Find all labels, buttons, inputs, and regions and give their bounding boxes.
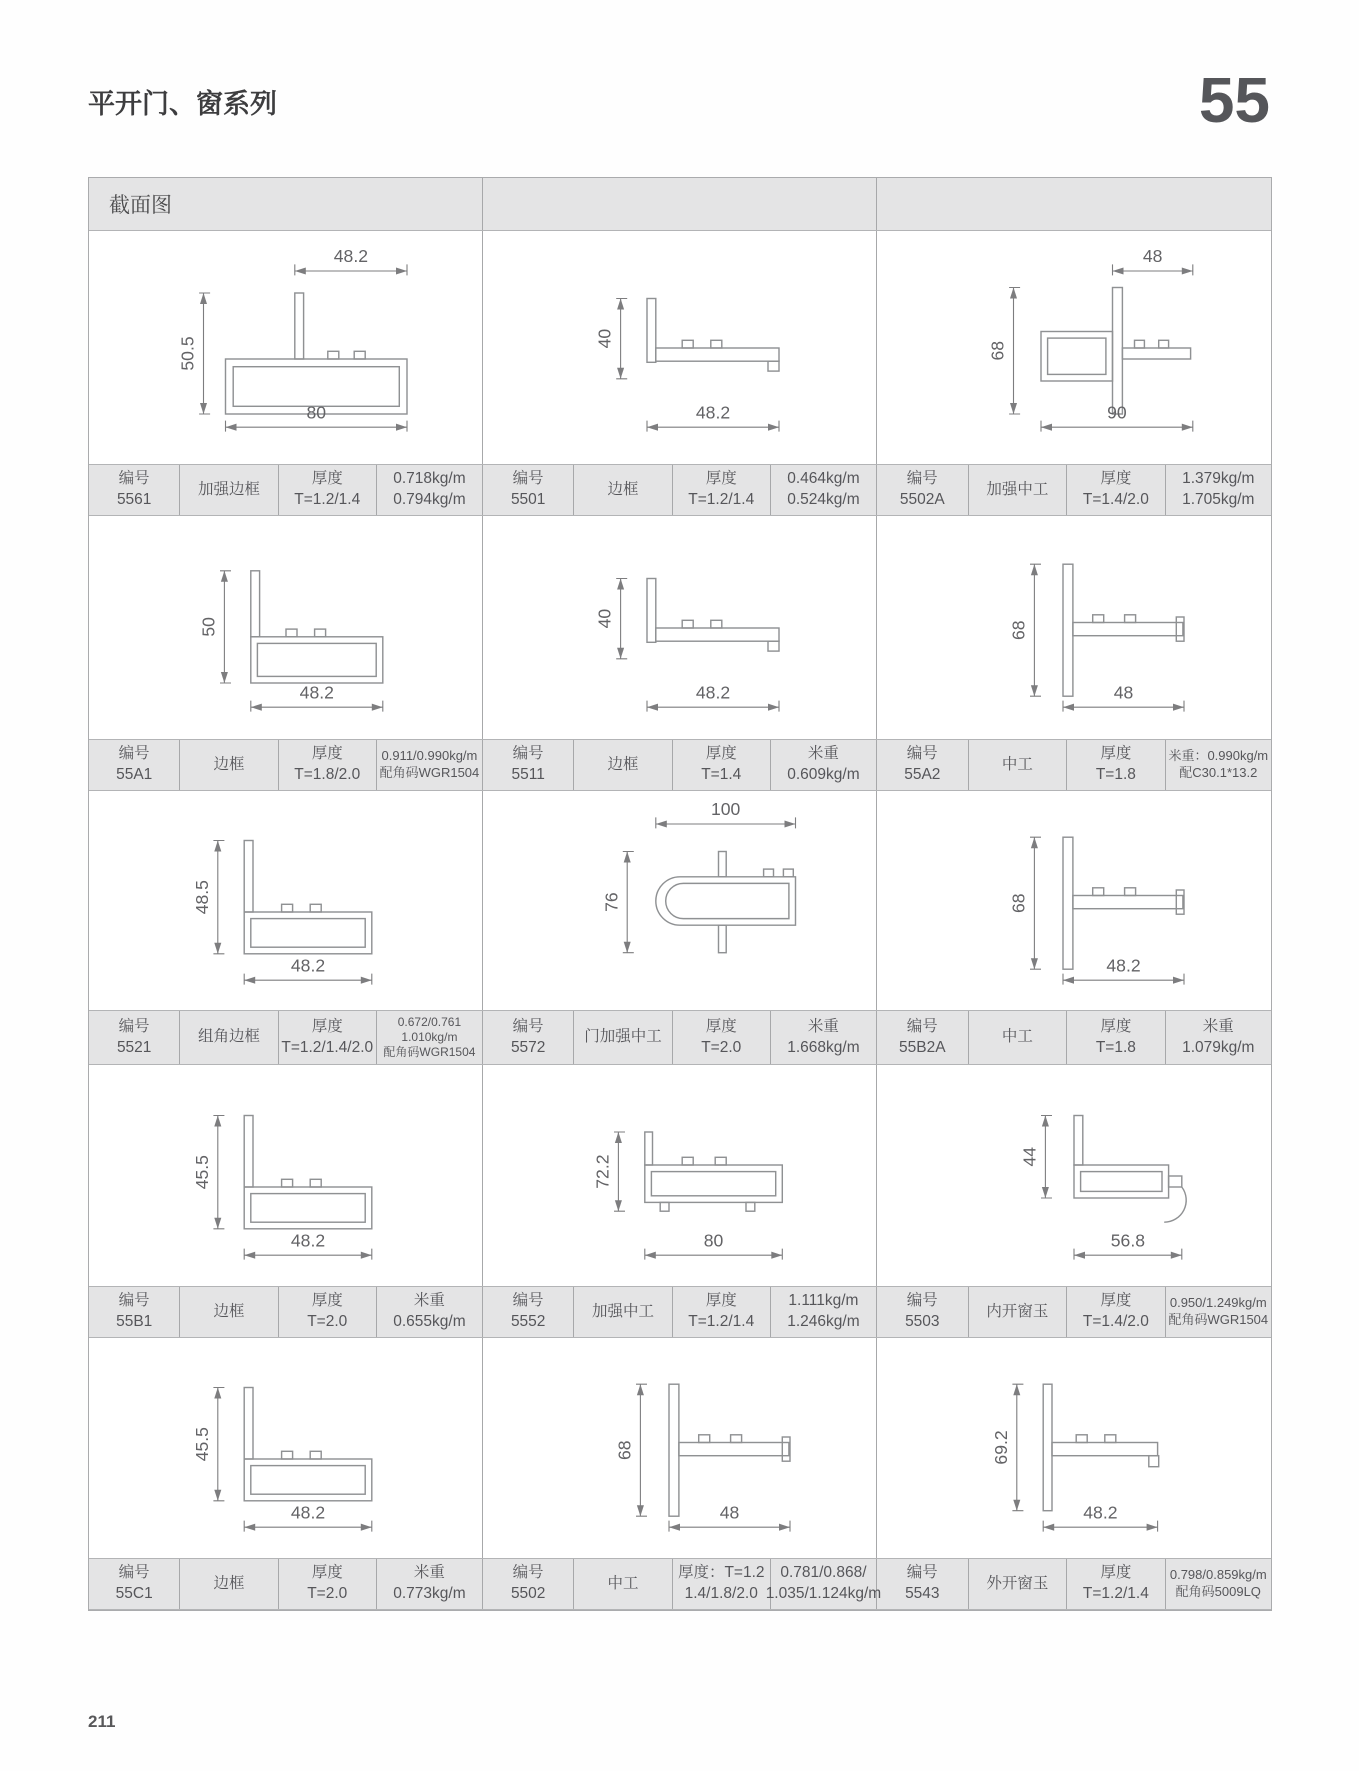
- profile-info: [877, 1559, 1271, 1609]
- text-line: 1.010kg/m: [401, 1030, 458, 1044]
- part-name-cell: [573, 740, 671, 790]
- header-spacer: [877, 178, 1271, 230]
- text-line: 厚度: [1100, 1564, 1132, 1582]
- dim-bottom-label: 80: [703, 1229, 723, 1250]
- thickness-cell: [672, 1011, 770, 1064]
- part-number-cell: [483, 740, 573, 790]
- text-line: T=2.0: [701, 1038, 742, 1056]
- text-line: 边框: [607, 755, 639, 773]
- text-line: 编号: [906, 1017, 938, 1035]
- text-line: 中工: [1001, 755, 1033, 773]
- text-line: 厚度: [1100, 745, 1132, 763]
- info-row: [89, 1286, 1271, 1338]
- text-line: T=1.4/2.0: [1082, 1313, 1149, 1330]
- dim-left-label: 50: [198, 616, 218, 637]
- part-name-cell: [968, 1011, 1067, 1064]
- info-row: [89, 739, 1271, 791]
- dim-left-label: 68: [1008, 619, 1029, 640]
- text-line: 0.464kg/m: [787, 470, 860, 488]
- text-line: T=1.2/1.4: [688, 491, 755, 508]
- profile-info: [483, 465, 877, 515]
- weight-cell: [1165, 1011, 1271, 1064]
- text-line: 0.609kg/m: [787, 766, 860, 783]
- text-line: 0.911/0.990kg/m: [381, 748, 478, 764]
- profile-info: [877, 465, 1271, 515]
- dim-left-label: 72.2: [592, 1153, 612, 1189]
- text-line: T=2.0: [307, 1313, 348, 1330]
- page-number: 211: [88, 1712, 116, 1731]
- weight-cell: [1165, 740, 1271, 790]
- profile-drawing: [909, 1338, 1239, 1558]
- dim-bottom-label: 48.2: [695, 401, 730, 422]
- text-line: 编号: [118, 1292, 150, 1310]
- table-header-row: [89, 178, 1271, 231]
- profile-info: [877, 740, 1271, 790]
- part-name-cell: [179, 740, 277, 790]
- dim-bottom-label: 48.2: [290, 954, 325, 975]
- weight-cell: [770, 1011, 876, 1064]
- text-line: 厚度: [1100, 470, 1132, 488]
- thickness-cell: [672, 1559, 770, 1609]
- weight-cell: [376, 465, 482, 515]
- part-name-cell: [968, 1559, 1067, 1609]
- text-line: 1.668kg/m: [787, 1038, 860, 1056]
- text-line: 编号: [906, 745, 938, 763]
- part-number-cell: [483, 1011, 573, 1064]
- dim-left-label: 40: [594, 328, 615, 348]
- dim-left-label: 68: [987, 340, 1008, 361]
- profile-info: [877, 1287, 1271, 1337]
- profile-drawing: [515, 1338, 845, 1558]
- dim-bottom-label: 48.2: [1083, 1502, 1118, 1523]
- info-row: [89, 1558, 1271, 1610]
- text-line: 配角码WGR1504: [383, 1045, 476, 1059]
- text-line: 厚度: [705, 1017, 737, 1035]
- part-name-cell: [968, 465, 1067, 515]
- part-number-cell: [89, 740, 179, 790]
- weight-cell: [376, 1287, 482, 1337]
- text-line: 编号: [118, 745, 150, 763]
- dim-left-label: 69.2: [990, 1430, 1011, 1465]
- info-row: [89, 464, 1271, 516]
- profile-info: [89, 1559, 483, 1609]
- text-line: 配角码5009LQ: [1175, 1584, 1261, 1599]
- text-line: 配角码WGR1504: [379, 765, 480, 780]
- text-line: 1.705kg/m: [1182, 491, 1255, 508]
- profile-drawing: [909, 791, 1239, 1010]
- thickness-cell: [1066, 1559, 1165, 1609]
- text-line: 内开窗玉: [986, 1302, 1049, 1320]
- text-line: 编号: [512, 1292, 544, 1310]
- profile-info: [89, 1011, 483, 1064]
- text-line: 5502A: [899, 491, 945, 508]
- dim-bottom-label: 80: [305, 401, 326, 422]
- thickness-cell: [278, 1011, 376, 1064]
- header-spacer: [483, 178, 877, 230]
- profile-info: [877, 1011, 1271, 1064]
- text-line: 0.718kg/m: [393, 470, 466, 488]
- profile-drawing: [121, 238, 451, 458]
- text-line: 加强中工: [591, 1302, 654, 1320]
- text-line: 编号: [118, 470, 150, 488]
- part-number-cell: [877, 740, 968, 790]
- profile-info: [89, 465, 483, 515]
- text-line: 0.798/0.859kg/m: [1169, 1567, 1267, 1583]
- profile-info: [483, 1287, 877, 1337]
- text-line: 5521: [116, 1038, 152, 1056]
- series-number: 55: [1198, 64, 1270, 136]
- text-line: 厚度: [1100, 1017, 1132, 1035]
- profile-cell: [483, 231, 877, 464]
- text-line: 外开窗玉: [986, 1574, 1049, 1592]
- profile-info: [483, 1559, 882, 1609]
- dim-left-label: 40: [594, 608, 615, 628]
- dim-left-label: 68: [614, 1440, 634, 1460]
- text-line: 5552: [510, 1313, 546, 1330]
- text-line: 55A2: [904, 766, 941, 783]
- text-line: 厚度: [705, 1292, 737, 1310]
- part-name-cell: [179, 1559, 277, 1609]
- thickness-cell: [1066, 1287, 1165, 1337]
- weight-cell: [376, 1559, 482, 1609]
- profile-cell: [483, 1065, 877, 1286]
- text-line: 55C1: [115, 1585, 153, 1602]
- text-line: 厚度：T=1.2: [677, 1564, 765, 1582]
- dim-left-label: 44: [1019, 1146, 1040, 1167]
- text-line: 边框: [213, 1302, 245, 1320]
- text-line: 米重: [807, 745, 839, 763]
- part-name-cell: [179, 1011, 277, 1064]
- profile-cell: [483, 516, 877, 739]
- drawing-row: [89, 1338, 1271, 1558]
- text-line: 中工: [607, 1574, 639, 1592]
- weight-cell: [376, 1011, 482, 1064]
- text-line: 0.781/0.868/: [780, 1564, 867, 1582]
- profile-info: [483, 740, 877, 790]
- part-number-cell: [89, 465, 179, 515]
- text-line: T=1.4/2.0: [1082, 491, 1149, 508]
- dim-top-label: 48: [1142, 245, 1163, 266]
- dim-left-label: 76: [600, 891, 621, 912]
- dim-top-label: 100: [710, 798, 740, 819]
- text-line: 5511: [511, 766, 545, 783]
- part-name-cell: [573, 465, 671, 515]
- thickness-cell: [278, 465, 376, 515]
- thickness-cell: [278, 1559, 376, 1609]
- dim-bottom-label: 48.2: [695, 681, 730, 702]
- profile-info: [89, 740, 483, 790]
- profile-drawing: [515, 791, 845, 1010]
- thickness-cell: [672, 1287, 770, 1337]
- text-line: 米重：0.990kg/m: [1168, 748, 1269, 764]
- profile-drawing: [909, 1066, 1239, 1286]
- thickness-cell: [1066, 740, 1165, 790]
- profile-info: [483, 1011, 877, 1064]
- profile-cell: [877, 231, 1271, 464]
- drawing-row: [89, 516, 1271, 739]
- profile-cell: [877, 516, 1271, 739]
- text-line: 5543: [905, 1585, 940, 1602]
- dim-bottom-label: 48.2: [299, 681, 334, 702]
- text-line: 1.079kg/m: [1182, 1038, 1255, 1056]
- text-line: 厚度: [311, 1017, 343, 1035]
- dim-bottom-label: 48: [719, 1502, 739, 1523]
- profile-drawing: [909, 238, 1239, 458]
- text-line: 编号: [512, 470, 544, 488]
- text-line: T=1.8: [1095, 766, 1136, 783]
- profile-cell: [89, 231, 483, 464]
- dim-bottom-label: 48: [1113, 681, 1134, 702]
- text-line: 0.773kg/m: [393, 1585, 466, 1602]
- table-body: [89, 231, 1271, 1610]
- part-number-cell: [483, 465, 573, 515]
- text-line: 0.672/0.761: [397, 1015, 462, 1029]
- drawing-row: [89, 231, 1271, 464]
- profile-drawing: [121, 791, 451, 1010]
- text-line: 0.950/1.249kg/m: [1169, 1295, 1267, 1311]
- part-number-cell: [89, 1011, 179, 1064]
- profile-cell: [877, 791, 1271, 1010]
- text-line: 编号: [512, 1017, 544, 1035]
- text-line: T=1.2/1.4: [294, 491, 361, 508]
- text-line: 加强中工: [986, 480, 1049, 498]
- text-line: 边框: [607, 480, 639, 498]
- profile-drawing: [515, 518, 845, 738]
- text-line: 1.4/1.8/2.0: [684, 1585, 758, 1602]
- text-line: 编号: [906, 1292, 938, 1310]
- part-number-cell: [483, 1559, 573, 1609]
- drawing-row: [89, 791, 1271, 1010]
- profile-cell: [89, 1065, 483, 1286]
- text-line: 厚度: [705, 745, 737, 763]
- weight-cell: [1165, 465, 1271, 515]
- text-line: 米重: [413, 1564, 445, 1582]
- thickness-cell: [1066, 1011, 1165, 1064]
- text-line: T=2.0: [307, 1585, 348, 1602]
- dim-bottom-label: 48.2: [290, 1502, 325, 1523]
- profile-table: [88, 177, 1272, 1611]
- text-line: 中工: [1001, 1028, 1033, 1046]
- profile-info: [89, 1287, 483, 1337]
- text-line: 1.246kg/m: [787, 1313, 860, 1330]
- text-line: 0.655kg/m: [393, 1313, 466, 1330]
- text-line: 5503: [905, 1313, 940, 1330]
- drawing-row: [89, 1065, 1271, 1286]
- text-line: 编号: [906, 1564, 938, 1582]
- part-name-cell: [179, 465, 277, 515]
- info-row: [89, 1010, 1271, 1065]
- text-line: 1.035/1.124kg/m: [765, 1585, 882, 1602]
- thickness-cell: [672, 465, 770, 515]
- text-line: 厚度: [311, 1564, 343, 1582]
- profile-cell: [483, 1338, 877, 1558]
- dim-left-label: 50.5: [177, 335, 198, 371]
- part-name-cell: [179, 1287, 277, 1337]
- text-line: 边框: [213, 1574, 245, 1592]
- text-line: 厚度: [311, 745, 343, 763]
- page-title: 平开门、窗系列: [88, 89, 277, 119]
- profile-cell: [89, 791, 483, 1010]
- text-line: 边框: [213, 755, 245, 773]
- profile-drawing: [515, 238, 845, 458]
- dim-bottom-label: 48.2: [290, 1229, 325, 1250]
- text-line: T=1.2/1.4: [1082, 1585, 1149, 1602]
- dim-left-label: 45.5: [191, 1154, 212, 1189]
- text-line: T=1.4: [701, 766, 742, 783]
- text-line: 1.379kg/m: [1182, 470, 1255, 488]
- part-number-cell: [877, 1287, 968, 1337]
- dim-left-label: 45.5: [191, 1427, 212, 1462]
- text-line: 厚度: [705, 470, 737, 488]
- text-line: 5502: [510, 1585, 546, 1602]
- profile-cell: [877, 1338, 1271, 1558]
- text-line: 米重: [413, 1292, 445, 1310]
- text-line: 组角边框: [197, 1028, 260, 1046]
- weight-cell: [770, 740, 876, 790]
- dim-bottom-label: 56.8: [1110, 1229, 1146, 1250]
- profile-drawing: [121, 1066, 451, 1286]
- thickness-cell: [278, 740, 376, 790]
- part-number-cell: [877, 1559, 968, 1609]
- profile-cell: [877, 1065, 1271, 1286]
- text-line: T=1.2/1.4/2.0: [281, 1038, 374, 1056]
- dim-left-label: 68: [1008, 892, 1029, 913]
- section-label: 截面图: [89, 178, 483, 230]
- text-line: 0.794kg/m: [393, 491, 466, 508]
- thickness-cell: [672, 740, 770, 790]
- text-line: 编号: [906, 470, 938, 488]
- profile-cell: [483, 791, 877, 1010]
- text-line: T=1.8: [1095, 1038, 1136, 1056]
- thickness-cell: [1066, 465, 1165, 515]
- text-line: 5501: [510, 491, 546, 508]
- part-name-cell: [573, 1559, 671, 1609]
- part-name-cell: [968, 1287, 1067, 1337]
- part-number-cell: [877, 465, 968, 515]
- text-line: 厚度: [311, 470, 343, 488]
- dim-bottom-label: 90: [1107, 401, 1127, 422]
- text-line: 编号: [512, 1564, 544, 1582]
- weight-cell: [376, 740, 482, 790]
- text-line: 1.111kg/m: [788, 1292, 859, 1310]
- text-line: 配角码WGR1504: [1168, 1312, 1269, 1327]
- thickness-cell: [278, 1287, 376, 1337]
- dim-bottom-label: 48.2: [1106, 954, 1141, 975]
- text-line: T=1.2/1.4: [688, 1313, 755, 1330]
- profile-cell: [89, 1338, 483, 1558]
- dim-left-label: 48.5: [191, 879, 212, 914]
- part-name-cell: [573, 1011, 671, 1064]
- text-line: 配C30.1*13.2: [1179, 765, 1258, 780]
- text-line: 0.524kg/m: [787, 491, 860, 508]
- text-line: 加强边框: [197, 480, 260, 498]
- text-line: 5572: [510, 1038, 546, 1056]
- part-number-cell: [877, 1011, 968, 1064]
- text-line: 厚度: [1100, 1292, 1132, 1310]
- text-line: 米重: [807, 1017, 839, 1035]
- profile-drawing: [121, 1338, 451, 1558]
- weight-cell: [770, 1287, 876, 1337]
- text-line: T=1.8/2.0: [294, 766, 361, 783]
- text-line: 米重: [1202, 1017, 1234, 1035]
- weight-cell: [1165, 1559, 1271, 1609]
- weight-cell: [1165, 1287, 1271, 1337]
- text-line: 55B2A: [899, 1038, 946, 1056]
- weight-cell: [765, 1559, 882, 1609]
- text-line: 编号: [118, 1564, 150, 1582]
- text-line: 厚度: [311, 1292, 343, 1310]
- profile-cell: [89, 516, 483, 739]
- part-number-cell: [89, 1559, 179, 1609]
- part-name-cell: [968, 740, 1067, 790]
- part-name-cell: [573, 1287, 671, 1337]
- text-line: 55A1: [116, 766, 153, 783]
- profile-drawing: [909, 518, 1239, 738]
- part-number-cell: [483, 1287, 573, 1337]
- text-line: 编号: [118, 1017, 150, 1035]
- dim-top-label: 48.2: [333, 245, 368, 266]
- part-number-cell: [89, 1287, 179, 1337]
- profile-drawing: [515, 1066, 845, 1286]
- text-line: 编号: [512, 745, 544, 763]
- profile-drawing: [121, 518, 451, 738]
- text-line: 门加强中工: [584, 1028, 662, 1046]
- text-line: 5561: [116, 491, 152, 508]
- text-line: 55B1: [116, 1313, 153, 1330]
- weight-cell: [770, 465, 876, 515]
